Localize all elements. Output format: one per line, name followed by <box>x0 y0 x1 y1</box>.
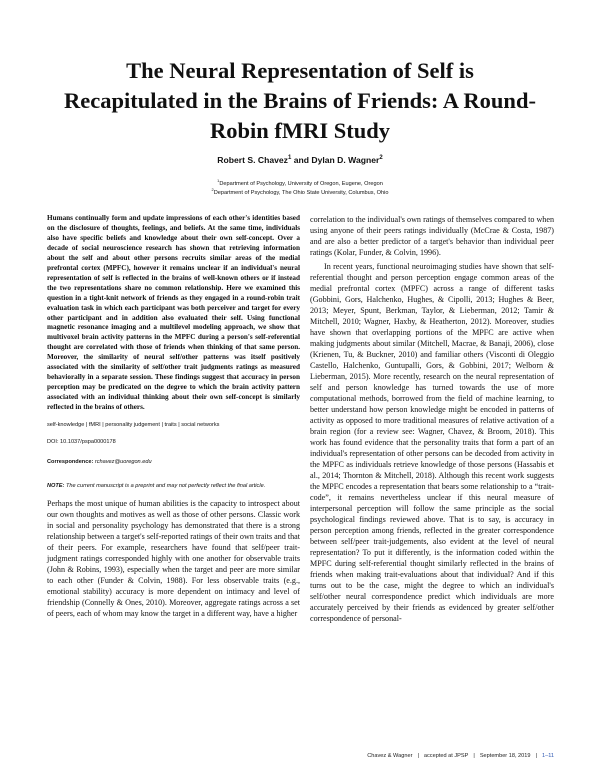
body-paragraph: In recent years, functional neuroimaging studies have shown that self-referential thought and person perception engage common areas of the medial prefrontal cortex (MPFC) across a range of different tasks (Gobbini, Gors, Halchenko, Hughes, & Cipolli, 2013; Hughes & Beer, 2013; Meyer, Spunt, Berkman, Taylor, & Lieberman, 2012; Tamir & Mitchell, 2010; Wagner, Haxby, & Heatherton, 2012). Moreover, studies have shown that overlapping portions of the MPFC are active when making judgments about similar (Mitchell, Macrae, & Banaji, 2006), close (Krienen, Tu, & Buckner, 2010) and familiar others (Visconti di Oleggio Castello, Halchenko, Guntupalli, Gors, & Gobbini, 2017; Welborn & Lieberman, 2015). More recently, research on the neural representation of self and person knowledge has turned towards the use of more computational methods, borrowed from the field of machine learning, to better understand how person knowledge might be encoded in patterns of activity as opposed to more traditional measures of relative activation of a brain region (for a review see: Wagner, Chavez, & Broom, 2018). This work has found evidence that the personality traits that form a part of an individual's representation of other persons can be decoded from activity in the MPFC as individuals retrieve knowledge of those persons (Hassabis et al., 2014; Thornton & Mitchell, 2018). Although this recent work suggests the MPFC encodes a representation that bears some relationship to a “trait-code”, it remains nevertheless unclear if this neural measure of interpersonal perception will follow the same principle as the social psychological findings reviewed above. That is to say, is accuracy in person perception among friends, reflected in the greater correspondence between self/peer trait-judgements, also evident at the level of neural representation? To put it differently, is the information coded within the MPFC during self-referential thought similarly reflected in the brains of friends when making trait-evaluations about that individual? And if this turns out to be the case, might the degree to which an individual's self/other neural correspondence predict which individuals are more accurately perceived by their friends as evidenced by greater self/other correspondence of personal- <box>310 262 554 623</box>
preprint-note <box>47 482 300 490</box>
note-label: NOTE: <box>47 483 65 490</box>
affiliation-text: Department of Psychology, The Ohio State University, Columbus, Ohio <box>213 189 389 196</box>
footer-authors: Chavez & Wagner <box>367 753 413 759</box>
right-column <box>310 214 554 624</box>
left-column <box>47 214 300 619</box>
author-line <box>0 154 600 166</box>
correspondence <box>47 458 300 466</box>
footer-page-range[interactable]: 1–11 <box>541 753 554 759</box>
doi[interactable]: DOI: 10.1037/pspa0000178 <box>47 439 116 446</box>
affiliation <box>0 180 600 189</box>
affiliation-marker: 1 <box>287 155 292 162</box>
affiliation-marker: 1 <box>217 178 220 184</box>
page-footer: Chavez & Wagner | accepted at JPSP | September 18, 2019 | 1–11 <box>367 753 554 759</box>
author-name[interactable]: Dylan D. Wagner <box>311 155 380 165</box>
paper-title: The Neural Representation of Self is Recapitulated in the Brains of Friends: A Round-Robin fMRI Study <box>64 58 536 143</box>
affiliation-text: Department of Psychology, University of Oregon, Eugene, Oregon <box>219 181 383 187</box>
affiliation-marker: 2 <box>379 155 383 162</box>
author-conjunction: and <box>293 155 309 165</box>
note-text: The current manuscript is a preprint and may not perfectly reflect the final article. <box>65 483 266 490</box>
affiliation <box>0 186 600 198</box>
correspondence-label: Correspondence: <box>47 459 94 466</box>
correspondence-email[interactable]: rchavez@uoregon.edu <box>94 459 152 466</box>
footer-status: accepted at JPSP <box>423 753 469 759</box>
footer-date: September 18, 2019 <box>479 753 531 759</box>
author-name[interactable]: Robert S. Chavez <box>217 155 288 165</box>
affiliations <box>0 180 600 197</box>
body-paragraph: Perhaps the most unique of human abilities is the capacity to introspect about our own thoughts and motives as well as those of other persons. Classic work in social and personality psychology has demonstrated that there is a strong relationship between a target's self-reported ratings of their own traits and that of their peers. For example, researchers have found that self/peer trait-judgment ratings corresponded highly with one another for observable traits (John & Robins, 1993), especially when the target and peer are more similar to each other (Funder & Colvin, 1988). For less observable traits (e.g., emotional stability) accuracy is more dependent on intimacy and level of friendship (Connelly & Ones, 2010). Moreover, aggregate ratings across a set of peers, each of whom may know the target in a different way, have a higher <box>47 499 300 619</box>
keywords: self-knowledge | fMRI | personality judgement | traits | social networks <box>47 422 220 429</box>
abstract: Humans continually form and update impressions of each other's identities based on the disclosure of thoughts, feelings, and beliefs. At the same time, individuals also have specific beliefs and knowledge about their own self-concept. Over a decade of social neuroscience research has shown that retrieving information about the self and about other persons recruits similar areas of the medial prefrontal cortex (MPFC), however it remains unclear if an individual's neural representation of self is reflected in the brains of well-known others or if instead the two representations share no common relationship. Here we examined this question in a tight-knit network of friends as they engaged in a round-robin trait evaluation task in which each participant was both perceiver and target for every other participant and in addition also evaluated their self. Using functional magnetic resonance imaging and a multilevel modeling approach, we show that multivoxel brain activity patterns in the MPFC during a person's self-referential thought are correlated with those of friends when thinking of that same person. Moreover, the similarity of neural self/other patterns was itself positively associated with the similarity of self/other trait judgments ratings as measured behaviorally in a separate session. These findings suggest that accuracy in person perception may be predicated on the degree to which the brain activity pattern associated with an individual thinking about their own self-concept is similarly reflected in the brains of others. <box>47 214 300 412</box>
affiliation-marker: 2 <box>211 186 214 192</box>
body-paragraph: correlation to the individual's own ratings of themselves compared to when using anyone of their peers ratings individually (McCrae & Costa, 1987) and are also a better predictor of a target's behavior than individual peer ratings (Kolar, Funder, & Colvin, 1996). <box>310 215 554 257</box>
